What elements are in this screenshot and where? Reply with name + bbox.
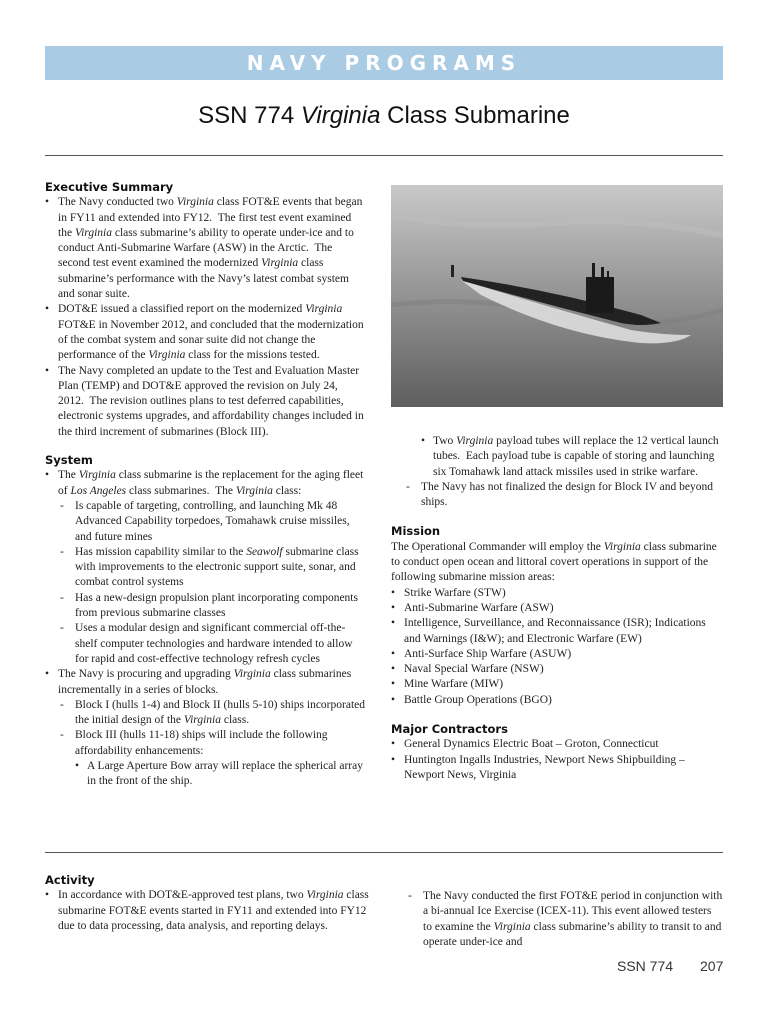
activity-right bbox=[393, 889, 723, 950]
list-item: - The Navy conducted the first FOT&E period in conjunction with a bi-annual Ice Exercise (ICEX-11). This event allowed testers to examine the Virginia class submarine’s ability to transit to and operate under-ice and bbox=[393, 889, 723, 950]
banner-text: NAVY PROGRAMS bbox=[246, 51, 522, 75]
mission-list bbox=[391, 586, 723, 708]
list-item: • The Virginia class submarine is the replacement for the aging fleet of Los Angeles class submarines. The Virginia class: bbox=[45, 468, 367, 499]
title-suffix: Class Submarine bbox=[380, 102, 570, 129]
top-divider bbox=[45, 155, 723, 156]
list-item: - Is capable of targeting, controlling, and launching Mk 48 Advanced Capability torpedoes, Tomahawk cruise missiles, and future mines bbox=[45, 499, 367, 545]
system-list bbox=[45, 468, 367, 789]
list-item: - Has mission capability similar to the Seawolf submarine class with improvements to the electronic support suite, sonar, and combat control systems bbox=[45, 545, 367, 591]
title-prefix: SSN 774 bbox=[198, 102, 301, 129]
list-item: • DOT&E issued a classified report on the modernized Virginia FOT&E in November 2012, and concluded that the modernization of the combat system and sonar suite did not change the performance of the Virginia class for the missions tested. bbox=[45, 302, 367, 363]
exec-summary-list bbox=[45, 195, 367, 440]
list-item: • Huntington Ingalls Industries, Newport News Shipbuilding – Newport News, Virginia bbox=[391, 753, 723, 784]
list-item: • Mine Warfare (MIW) bbox=[391, 677, 723, 692]
right-column bbox=[391, 434, 723, 783]
list-item: • Naval Special Warfare (NSW) bbox=[391, 662, 723, 677]
bottom-divider bbox=[45, 852, 723, 853]
list-item: - The Navy has not finalized the design for Block IV and beyond ships. bbox=[391, 480, 723, 511]
mission-heading: Mission bbox=[391, 524, 441, 539]
section-banner bbox=[45, 46, 723, 80]
activity-list-continued bbox=[393, 889, 723, 950]
list-item: • In accordance with DOT&E-approved test plans, two Virginia class submarine FOT&E events started in FY11 and extended into FY12 due to data processing, data analysis, and reporting delays. bbox=[45, 888, 375, 934]
left-column bbox=[45, 180, 367, 790]
list-item: - Block III (hulls 11-18) ships will include the following affordability enhancements: bbox=[45, 728, 367, 759]
list-item: • Intelligence, Surveillance, and Reconnaissance (ISR); Indications and Warnings (I&W); and Electronic Warfare (EW) bbox=[391, 616, 723, 647]
list-item: - Uses a modular design and significant commercial off-the-shelf computer technologies and hardware intended to allow for rapid and cost-effective technology refresh cycles bbox=[45, 621, 367, 667]
list-item: • The Navy completed an update to the Test and Evaluation Master Plan (TEMP) and DOT&E approved the revision on July 24, 2012. The revision outlines plans to test deferred capabilities, electronic systems upgrades, and affordability changes included in the third increment of submarines (Block III). bbox=[45, 364, 367, 440]
footer-label: SSN 774 bbox=[617, 958, 674, 974]
activity-left bbox=[45, 873, 375, 934]
submarine-photo bbox=[391, 185, 723, 407]
list-item: • The Navy is procuring and upgrading Virginia class submarines incrementally in a series of blocks. bbox=[45, 667, 367, 698]
system-list-continued bbox=[391, 434, 723, 510]
list-item: • Strike Warfare (STW) bbox=[391, 586, 723, 601]
system-heading: System bbox=[45, 453, 93, 468]
exec-summary-heading: Executive Summary bbox=[45, 180, 174, 194]
list-item: • The Navy conducted two Virginia class FOT&E events that began in FY11 and extended into FY12. The first test event examined the Virginia class submarine’s ability to operate under-ice and to conduct Anti-Submarine Warfare (ASW) in the Arctic. The second test event examined the modernized Virginia class submarine’s performance with the Navy’s latest combat system and sonar suite. bbox=[45, 195, 367, 302]
page-title bbox=[45, 102, 723, 130]
list-item: • Anti-Surface Ship Warfare (ASUW) bbox=[391, 647, 723, 662]
list-item: • A Large Aperture Bow array will replace the spherical array in the front of the ship. bbox=[45, 759, 367, 790]
list-item: • Battle Group Operations (BGO) bbox=[391, 693, 723, 708]
list-item: • Two Virginia payload tubes will replace the 12 vertical launch tubes. Each payload tube is capable of storing and launching six Tomahawk land attack missiles used in strike warfare. bbox=[391, 434, 723, 480]
mission-intro: The Operational Commander will employ the Virginia class submarine to conduct open ocean and littoral covert operations in support of the following submarine mission areas: bbox=[391, 540, 717, 584]
page-number: 207 bbox=[700, 958, 724, 974]
contractor-list bbox=[391, 737, 723, 783]
list-item: - Has a new-design propulsion plant incorporating components from previous submarine classes bbox=[45, 591, 367, 622]
activity-heading: Activity bbox=[45, 873, 95, 887]
activity-list bbox=[45, 888, 375, 934]
submarine-image bbox=[391, 185, 723, 407]
list-item: - Block I (hulls 1-4) and Block II (hulls 5-10) ships incorporated the initial design of the Virginia class. bbox=[45, 698, 367, 729]
list-item: • General Dynamics Electric Boat – Groton, Connecticut bbox=[391, 737, 723, 752]
title-italic: Virginia bbox=[300, 102, 381, 129]
list-item: • Anti-Submarine Warfare (ASW) bbox=[391, 601, 723, 616]
contractors-heading: Major Contractors bbox=[391, 722, 508, 737]
